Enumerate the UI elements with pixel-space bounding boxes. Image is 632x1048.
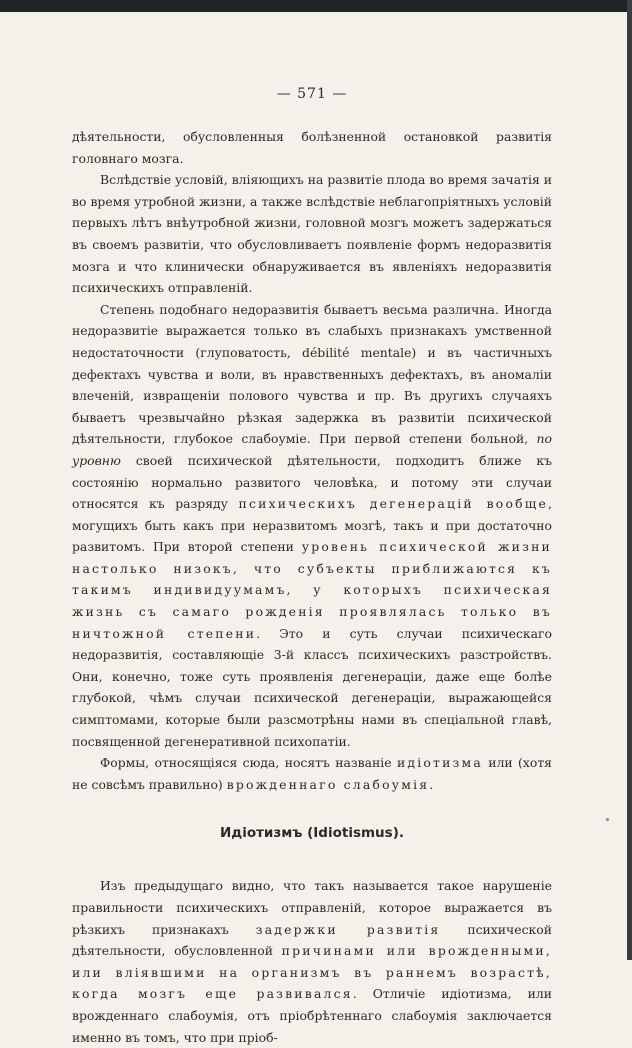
section-heading: Идіотизмъ (Idiotismus). <box>220 825 404 842</box>
paragraph <box>72 752 552 795</box>
spaced-emphasis: психическихъ дегенерацій вообще <box>238 496 549 512</box>
scan-right-border <box>627 0 632 960</box>
text-run: Изъ предыдущаго видно, что такъ называется такое нарушеніе правильности психическихъ отправленій, которое выражается въ рѣзкихъ признакахъ <box>72 878 552 937</box>
body-text-continued <box>72 875 552 1048</box>
spaced-emphasis: причинами или врожденными, или вліявшими на организмъ въ раннемъ возрастѣ, когда мозгъ еще развивался <box>72 943 552 1002</box>
text-run: дѣятельности, обусловленныя болѣзненной остановкой развитія головнаго мозга. <box>72 129 552 166</box>
text-run: , могущихъ быть какъ при неразвитомъ мозгѣ, такъ и при достаточно развитомъ. При второй степени <box>72 496 552 555</box>
spaced-emphasis: уровень психической жизни настолько низокъ, что субъекты приближаются къ такимъ индивидуумамъ, у которыхъ психическая жизнь съ самаго рожденія проявлялась только въ ничтожной степени <box>72 539 553 641</box>
paragraph <box>72 875 552 1048</box>
paragraph <box>72 126 552 169</box>
text-run: . <box>429 776 434 792</box>
paragraph <box>72 169 552 299</box>
text-run: Вслѣдствіе условій, вліяющихъ на развитіе плода во время зачатія и во время утробной жизни, а также вслѣдствіе неблагопріятныхъ условій первыхъ лѣтъ внѣутробной жизни, головной мозгъ можетъ задержаться въ своемъ развитіи, что обусловливаетъ появленіе формъ недоразвитія мозга и что клинически обнаруживается въ явленіяхъ недоразвитія психическихъ отправленій. <box>72 172 552 296</box>
spaced-emphasis: задержки развитія <box>255 921 441 937</box>
italic-emphasis: по уровню <box>72 431 552 468</box>
text-run: Степень подобнаго недоразвитія бываетъ весьма различна. Иногда недоразвитіе выражается только въ слабыхъ признакахъ умственной недостаточности (глуповатость, débilité mentale) и въ частичныхъ дефектахъ чувства и воли, въ нравственныхъ дефектахъ, въ аномаліи влеченій, извращеніи полового чувства и пр. Въ другихъ случаяхъ бываетъ чрезвычайно рѣзкая задержка въ развитіи психической дѣятельности, глубокое слабоуміе. При первой степени больной, <box>72 301 552 447</box>
page-number: — 571 — <box>276 86 348 102</box>
paragraph <box>72 299 552 752</box>
book-page <box>72 86 552 1048</box>
text-run: . Это и суть случаи психическаго недоразвитія, составляющіе 3-й классъ психическихъ разстройствъ. Они, конечно, тоже суть проявленія дегенераціи, даже еще болѣе глубокой, чѣмъ случаи психической дегенераціи, выражающейся симптомами, которые были разсмотрѣны нами въ спеціальной главѣ, посвященной дегенеративной психопатіи. <box>72 625 552 749</box>
text-run: своей психической дѣятельности, подходитъ ближе къ состоянію нормально развитого человѣка, и потому эти случаи относятся къ разряду <box>72 452 552 512</box>
spaced-emphasis: идіотизма <box>396 755 483 771</box>
text-run: или (хотя не совсѣмъ правильно) <box>72 755 552 792</box>
text-run: . Отличіе идіотизма, или врожденнаго слабоумія, отъ пріобрѣтеннаго слабоумія заключается именно въ томъ, что при пріоб- <box>72 986 552 1045</box>
scan-speck <box>606 818 609 821</box>
text-run: Формы, относящіяся сюда, носятъ названіе <box>100 755 397 771</box>
spaced-emphasis: врожденнаго слабоумія <box>226 776 430 792</box>
scan-top-border <box>0 0 632 12</box>
body-text <box>72 126 552 795</box>
text-run: психической дѣятельности, обусловленной <box>72 921 552 959</box>
